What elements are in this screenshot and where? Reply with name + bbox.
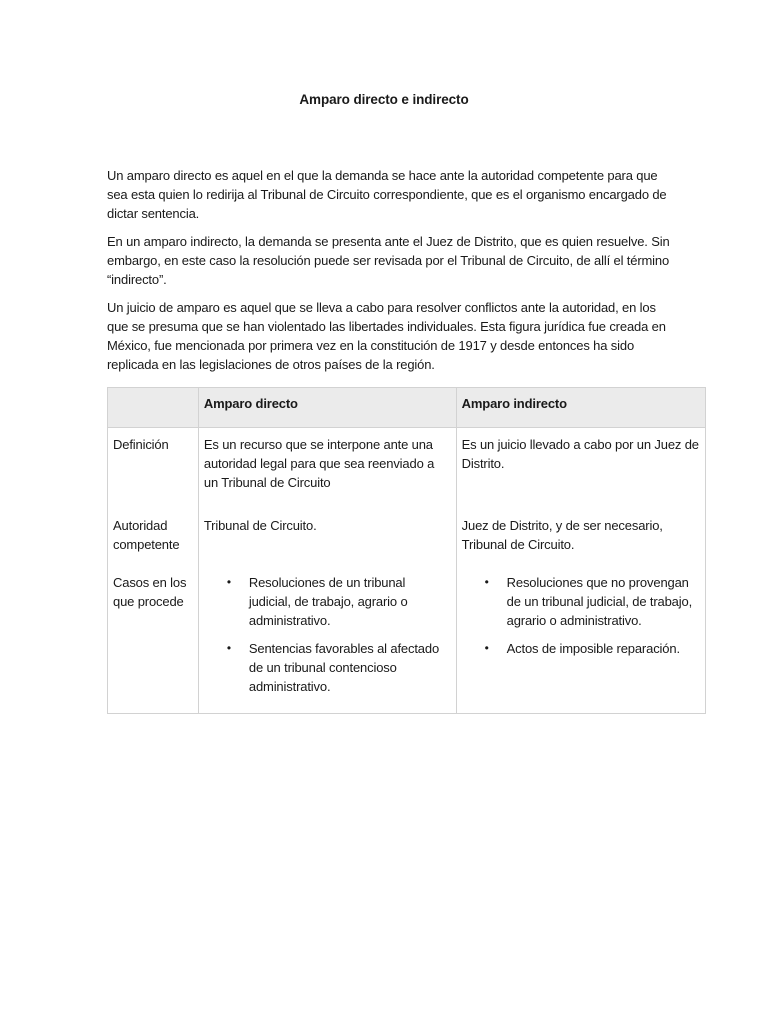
table-cell-directo: Es un recurso que se interpone ante una autoridad legal para que sea reenviado a un Tribunal de Circuito (198, 428, 456, 512)
paragraph-amparo-indirecto: En un amparo indirecto, la demanda se presenta ante el Juez de Distrito, que es quien resuelve. Sin embargo, en este caso la resolución puede ser revisada por el Tribunal de Circuito, de allí el término “indirecto”. (107, 234, 670, 287)
table-row-definicion (108, 428, 706, 512)
document-body (107, 166, 677, 383)
list-item-text: Resoluciones que no provengan de un tribunal judicial, de trabajo, agrario o administrativo. (506, 575, 693, 628)
table-cell-directo: Tribunal de Circuito. (198, 511, 456, 568)
bullet-icon: • (484, 641, 489, 655)
table-cell-label: Definición (108, 428, 199, 512)
table-cell-indirecto: Juez de Distrito, y de ser necesario, Tribunal de Circuito. (456, 511, 705, 568)
table-header-amparo-directo: Amparo directo (198, 388, 456, 428)
table-cell-directo (198, 568, 456, 714)
list-item-text: Sentencias favorables al afectado de un tribunal contencioso administrativo. (248, 641, 440, 694)
bullet-list-directo (204, 573, 451, 696)
paragraph-juicio-de-amparo: Un juicio de amparo es aquel que se lleva a cabo para resolver conflictos ante la autoridad, en los que se presuma que se han violentado las libertades individuales. Esta figura jurídica fue creada en México, fue mencionada por primera vez en la constitución de 1917 y desde entonces ha sido replicada en las legislaciones de otros países de la región. (107, 300, 666, 372)
table-row-casos-en-los-que-procede (108, 568, 706, 714)
table-header-empty (108, 388, 199, 428)
bullet-icon: • (226, 575, 231, 589)
table-cell-indirecto: Es un juicio llevado a cabo por un Juez de Distrito. (456, 428, 705, 512)
list-item-text: Actos de imposible reparación. (506, 641, 680, 656)
table-header-amparo-indirecto: Amparo indirecto (456, 388, 705, 428)
paragraph-amparo-directo: Un amparo directo es aquel en el que la demanda se hace ante la autoridad competente para que sea esta quien lo redirija al Tribunal de Circuito correspondiente, que es el organismo encargado de dictar sentencia. (107, 168, 667, 221)
table-cell-indirecto (456, 568, 705, 714)
bullet-list-indirecto (462, 573, 700, 658)
table-cell-label: Autoridad competente (108, 511, 199, 568)
comparison-table (107, 387, 706, 714)
list-item-text: Resoluciones de un tribunal judicial, de trabajo, agrario o administrativo. (248, 575, 408, 628)
list-item (226, 639, 451, 696)
bullet-icon: • (484, 575, 489, 589)
list-item (484, 639, 700, 658)
table-cell-label: Casos en los que procede (108, 568, 199, 714)
list-item (226, 573, 451, 630)
table-header-row (108, 388, 706, 428)
bullet-icon: • (226, 641, 231, 655)
table-row-autoridad-competente (108, 511, 706, 568)
list-item (484, 573, 700, 630)
document-title: Amparo directo e indirecto (299, 92, 469, 107)
